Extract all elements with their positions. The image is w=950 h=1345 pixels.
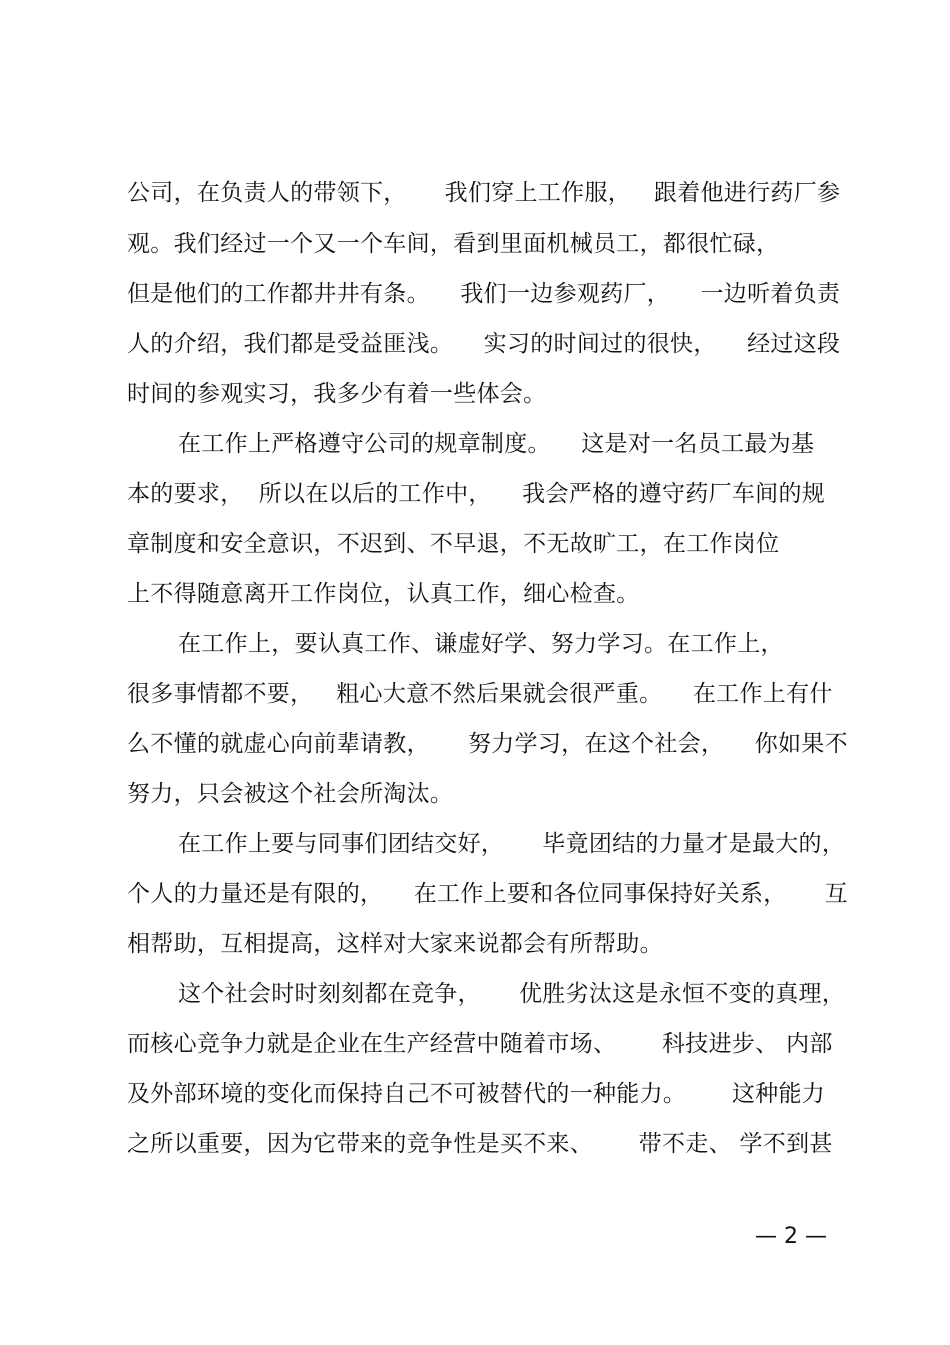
text-line-16: 相帮助，互相提高，这样对大家来说都会有所帮助。 (127, 931, 663, 957)
text-line-4: 人的介绍，我们都是受益匪浅。 实习的时间过的很快， 经过这段 (127, 331, 841, 357)
text-line-13: 努力，只会被这个社会所淘汰。 (127, 781, 454, 807)
text-line-8: 章制度和安全意识，不迟到、不早退，不无故旷工，在工作岗位 (127, 531, 780, 557)
text-line-10: 在工作上，要认真工作、谦虚好学、努力学习。在工作上， (178, 631, 784, 657)
text-line-3: 但是他们的工作都井井有条。 我们一边参观药厂， 一边听着负责 (127, 281, 841, 307)
text-line-7: 本的要求， 所以在以后的工作中， 我会严格的遵守药厂车间的规 (127, 481, 826, 507)
text-line-12: 么不懂的就虚心向前辈请教， 努力学习，在这个社会， 你如果不 (127, 731, 848, 757)
text-line-1: 公司，在负责人的带领下， 我们穿上工作服， 跟着他进行药厂参 (127, 180, 841, 206)
text-line-11: 很多事情都不要， 粗心大意不然后果就会很严重。 在工作上有什 (127, 681, 833, 707)
page-number: — 2 — (755, 1224, 827, 1249)
text-line-5: 时间的参观实习，我多少有着一些体会。 (127, 381, 547, 407)
text-line-18: 而核心竞争力就是企业在生产经营中随着市场、 科技进步、 内部 (127, 1031, 833, 1057)
text-line-19: 及外部环境的变化而保持自己不可被替代的一种能力。 这种能力 (127, 1081, 826, 1107)
text-line-2: 观。我们经过一个又一个车间，看到里面机械员工，都很忙碌， (127, 231, 780, 257)
text-line-15: 个人的力量还是有限的， 在工作上要和各位同事保持好关系， 互 (127, 881, 848, 907)
text-line-14: 在工作上要与同事们团结交好， 毕竟团结的力量才是最大的， (178, 831, 846, 857)
text-line-17: 这个社会时时刻刻都在竞争， 优胜劣汰这是永恒不变的真理， (178, 981, 846, 1007)
text-line-9: 上不得随意离开工作岗位，认真工作，细心检查。 (127, 581, 640, 607)
text-line-20: 之所以重要，因为它带来的竞争性是买不来、 带不走、 学不到甚 (127, 1131, 833, 1157)
text-line-6: 在工作上严格遵守公司的规章制度。 这是对一名员工最为基 (178, 431, 815, 457)
